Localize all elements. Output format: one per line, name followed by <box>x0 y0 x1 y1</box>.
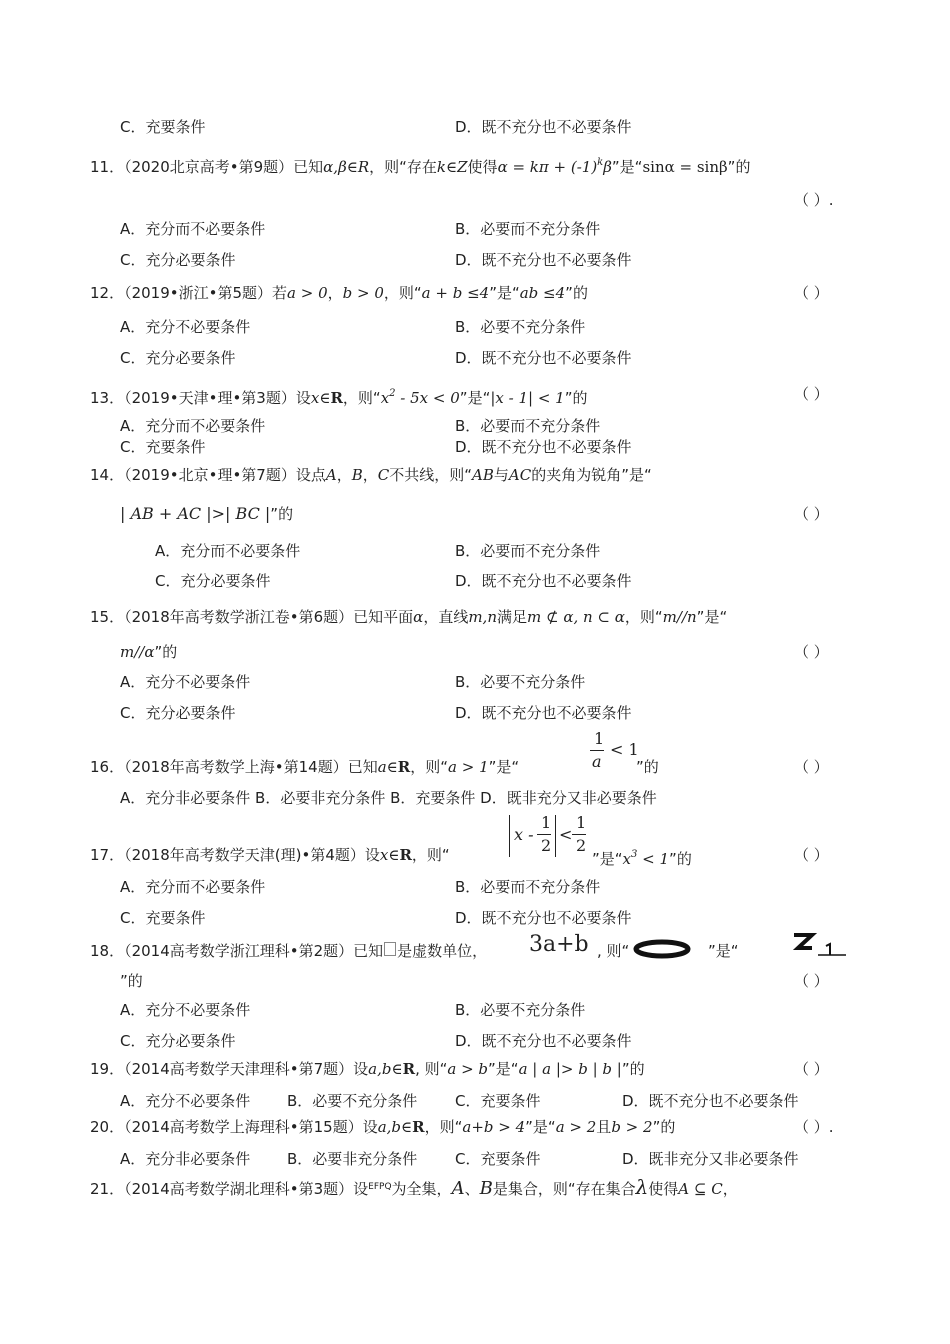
answer-bracket: （ ） <box>794 505 829 523</box>
option-c: C．充要条件 <box>120 909 206 927</box>
question-number: 21． <box>90 1180 125 1198</box>
math-expr: x - <box>514 825 534 844</box>
equation-image-2 <box>790 932 850 958</box>
question-number: 17． <box>90 846 125 864</box>
math-expr: m//α <box>120 643 155 661</box>
math-expr: α = kπ + (-1) <box>497 158 598 176</box>
answer-bracket: （ ） <box>794 846 829 864</box>
fraction-bar <box>537 834 551 835</box>
math-expr: m,n <box>468 608 497 626</box>
math-expr: a,b∈ <box>377 1118 413 1136</box>
option-c: C．充要条件 <box>455 1150 541 1168</box>
fraction-denominator: 2 <box>576 836 587 855</box>
question-14-line2: | AB + AC |>| BC |”的 <box>120 504 294 523</box>
option-b: B．必要不充分条件 <box>455 318 586 336</box>
math-expr: m//n <box>662 608 697 626</box>
question-17-tail: ”是“$x^3 < 1$”的 <box>592 849 692 868</box>
fraction-numerator: 1 <box>541 813 552 832</box>
option-d: D．既不充分也不必要条件 <box>455 251 632 269</box>
question-18-line2: ”的 <box>120 972 143 990</box>
question-number: 20． <box>90 1118 125 1136</box>
question-18-mid: ”是“ <box>708 942 739 960</box>
question-number: 11． <box>90 158 125 176</box>
math-expr: m ⊄ α, n ⊂ α <box>527 608 625 626</box>
question-16-tail: ”的 <box>636 758 659 776</box>
option-a: A．充分而不必要条件 <box>120 220 266 238</box>
math-expr: x∈ <box>379 846 400 864</box>
math-expr: a+b > 4 <box>462 1118 526 1136</box>
option-b: B．必要而不充分条件 <box>455 417 601 435</box>
fraction-denominator: a <box>592 752 602 771</box>
question-source: （2018年高考数学上海•第14题）已知 <box>124 758 378 776</box>
option-a: A．充分不必要条件 <box>120 1092 251 1110</box>
option-b: B．必要非充分条件 <box>287 1150 418 1168</box>
question-15: 15．（2018年高考数学浙江卷•第6题）已知平面α，直线m,n满足m ⊄ α, n ⊂ α，则“m//n”是“ <box>90 608 728 626</box>
option-a: A．充分不必要条件 <box>120 318 251 336</box>
option-c: C．充分必要条件 <box>155 572 271 590</box>
question-number: 18． <box>90 942 125 960</box>
option-a: A．充分而不必要条件 <box>155 542 301 560</box>
math-expr: |x - 1| < 1 <box>490 389 565 407</box>
math-expr: k∈Z <box>436 158 468 176</box>
question-source: （2014高考数学天津理科•第7题）设 <box>124 1060 369 1078</box>
answer-bracket: （ ） <box>794 385 829 403</box>
option-d: D．既不充分也不必要条件 <box>455 704 632 722</box>
math-expr: α <box>413 608 424 626</box>
math-expr: 3a+b <box>529 932 589 957</box>
math-expr: a > 2 <box>555 1118 597 1136</box>
equation-image-1 <box>632 938 692 960</box>
question-number: 19． <box>90 1060 125 1078</box>
question-source: （2014高考数学上海理科•第15题）设 <box>124 1118 378 1136</box>
option-d: D．既不充分也不必要条件 <box>455 349 632 367</box>
answer-bracket: （ ）. <box>794 1118 834 1136</box>
math-expr: x <box>380 389 390 407</box>
broken-image-icon <box>384 942 396 956</box>
question-11: 11．（2020北京高考•第9题）已知α,β∈R，则“存在k∈Z使得$\alpha = k\pi + (-1)^k\beta$”是“sinα = sinβ”的 <box>90 157 751 176</box>
question-number: 16． <box>90 758 125 776</box>
abs-bar-right <box>555 815 556 857</box>
math-expr: A <box>451 1178 465 1199</box>
option-c: C．充分必要条件 <box>120 349 236 367</box>
answer-bracket: （ ） <box>794 1060 829 1078</box>
math-expr: a > 0 <box>287 284 328 302</box>
math-expr: A ⊆ C <box>678 1180 723 1198</box>
option-d: D．既非充分又非必要条件 <box>622 1150 799 1168</box>
option-b: B．必要而不充分条件 <box>455 542 601 560</box>
math-expr: < 1 <box>610 740 639 759</box>
fraction-numerator: 1 <box>594 729 605 748</box>
math-expr: a > 1 <box>448 758 489 776</box>
fraction-bar <box>590 750 604 751</box>
answer-bracket: （ ） <box>794 972 829 990</box>
question-13: 13．（2019•天津•理•第3题）设x∈R，则“$x^2 - 5x < 0$”是“|x - 1| < 1”的 <box>90 388 588 407</box>
question-18: 18．（2014高考数学浙江理科•第2题）已知 是虚数单位， <box>90 942 488 960</box>
option-b: B．必要而不充分条件 <box>455 220 601 238</box>
math-expr: B <box>479 1178 493 1199</box>
math-expr: ab ≤4 <box>519 284 566 302</box>
question-source: （2019•北京•理•第7题）设点 <box>124 466 326 484</box>
question-source: （2019•天津•理•第3题）设 <box>124 389 311 407</box>
option-a: A．充分而不必要条件 <box>120 878 266 896</box>
option-d: D．既不充分也不必要条件 <box>622 1092 799 1110</box>
question-number: 12． <box>90 284 125 302</box>
abs-bar-left <box>509 815 510 857</box>
option-d: D．既不充分也不必要条件 <box>455 909 632 927</box>
math-expr: a | a |> b | b | <box>518 1060 622 1078</box>
question-18-quote: , 则“ <box>597 942 630 960</box>
math-expr: x∈ <box>310 389 331 407</box>
answer-bracket: （ ）. <box>794 191 834 209</box>
placeholder-glyph: EFPQ <box>368 1182 392 1192</box>
question-16: 16．（2018年高考数学上海•第14题）已知a∈R，则“a > 1”是“ <box>90 758 520 776</box>
question-source: （2020北京高考•第9题）已知 <box>124 158 324 176</box>
option-d: D．既不充分也不必要条件 <box>455 438 632 456</box>
question-source: （2018年高考数学天津(理)•第4题）设 <box>124 846 380 864</box>
math-expr: AB <box>472 466 494 484</box>
answer-bracket: （ ） <box>794 284 829 302</box>
option-a: A．充分而不必要条件 <box>120 417 266 435</box>
math-expr: a > b <box>447 1060 489 1078</box>
option-a: A．充分非必要条件 <box>120 1150 251 1168</box>
question-19: 19．（2014高考数学天津理科•第7题）设a,b∈R, 则“a > b”是“a | a |> b | b |”的 <box>90 1060 645 1078</box>
math-expr: sinα = sinβ <box>642 158 728 176</box>
question-number: 13． <box>90 389 125 407</box>
option-c: C．充分必要条件 <box>120 251 236 269</box>
question-source: （2019•浙江•第5题）若 <box>124 284 288 302</box>
question-source: （2014高考数学浙江理科•第2题）已知 <box>124 942 384 960</box>
q10-option-c: C．充要条件 <box>120 118 206 136</box>
option-c: C．充分必要条件 <box>120 1032 236 1050</box>
math-expr: α,β∈R <box>323 158 370 176</box>
math-expr: b > 2 <box>611 1118 653 1136</box>
q10-option-d: D．既不充分也不必要条件 <box>455 118 632 136</box>
question-number: 14． <box>90 466 125 484</box>
options-line: A．充分非必要条件 B．必要非充分条件 B．充要条件 D．既非充分又非必要条件 <box>120 789 657 807</box>
question-12: 12．（2019•浙江•第5题）若a > 0，b > 0，则“a + b ≤4”是“ab ≤4”的 <box>90 284 588 302</box>
option-c: C．充要条件 <box>120 438 206 456</box>
fraction-numerator: 1 <box>576 813 587 832</box>
math-expr: a,b∈ <box>368 1060 403 1078</box>
option-b: B．必要不充分条件 <box>455 1001 586 1019</box>
question-21: 21．（2014高考数学湖北理科•第3题）设$^{EFPQ}$为全集，A、B是集合，则“存在集合λ使得A ⊆ C， <box>90 1175 738 1199</box>
question-14: 14．（2019•北京•理•第7题）设点A，B，C不共线，则“AB与AC的夹角为锐角”是“ <box>90 466 652 484</box>
question-17: 17．（2018年高考数学天津(理)•第4题）设x∈R，则“ <box>90 846 450 864</box>
option-a: A．充分不必要条件 <box>120 1001 251 1019</box>
math-expr: x <box>622 850 632 868</box>
option-c: C．充分必要条件 <box>120 704 236 722</box>
option-d: D．既不充分也不必要条件 <box>455 572 632 590</box>
question-source: （2018年高考数学浙江卷•第6题）已知平面 <box>124 608 414 626</box>
math-expr: AC <box>508 466 532 484</box>
question-number: 15． <box>90 608 125 626</box>
fraction-bar <box>572 834 586 835</box>
option-b: B．必要不充分条件 <box>287 1092 418 1110</box>
math-expr: < <box>559 825 573 844</box>
question-20: 20．（2014高考数学上海理科•第15题）设a,b∈R，则“a+b > 4”是“a > 2且b > 2”的 <box>90 1118 676 1136</box>
math-expr: a + b ≤4 <box>421 284 490 302</box>
fraction-denominator: 2 <box>541 836 552 855</box>
math-expr: a∈ <box>377 758 398 776</box>
math-expr: | AB + AC |>| BC | <box>120 504 271 523</box>
option-a: A．充分不必要条件 <box>120 673 251 691</box>
answer-bracket: （ ） <box>794 758 829 776</box>
question-15-line2: m//α”的 <box>120 643 178 661</box>
math-expr: b > 0 <box>342 284 384 302</box>
math-expr: λ <box>635 1175 649 1199</box>
option-b: B．必要而不充分条件 <box>455 878 601 896</box>
option-c: C．充要条件 <box>455 1092 541 1110</box>
option-d: D．既不充分也不必要条件 <box>455 1032 632 1050</box>
answer-bracket: （ ） <box>794 643 829 661</box>
question-source: （2014高考数学湖北理科•第3题）设 <box>124 1180 369 1198</box>
option-b: B．必要不充分条件 <box>455 673 586 691</box>
